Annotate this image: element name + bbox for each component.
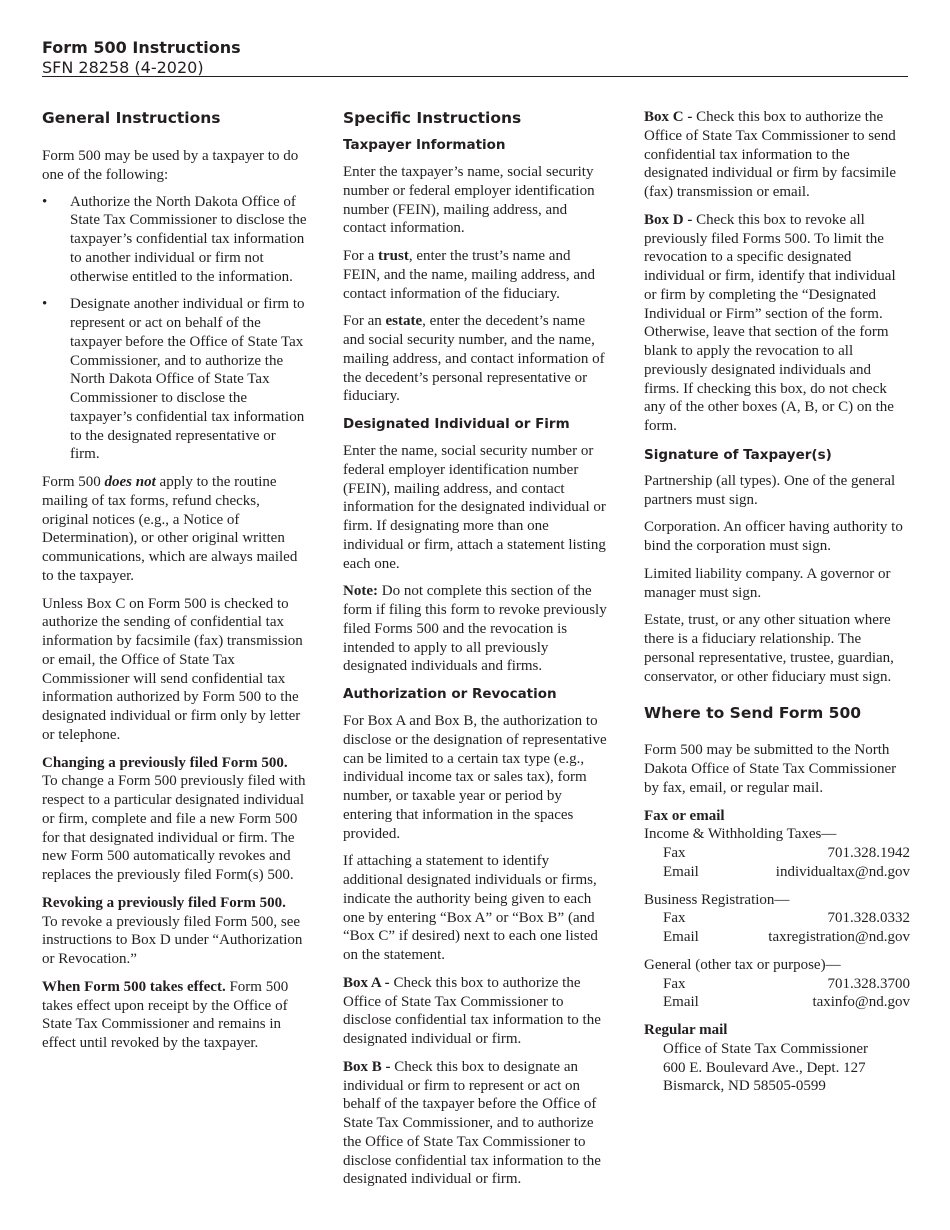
list-item: • Designate another individual or firm to represent or act on behalf of the taxpayer before the Office of State Tax Commissioner, and to authorize the North Dakota Office of State Tax Commissioner to disclose the taxpayer’s confidential tax information to the designated representative or firm.	[42, 295, 308, 464]
fax-number: 701.328.3700	[827, 975, 910, 992]
does-not-apply-paragraph: Form 500 does not apply to the routine mailing of tax forms, refund checks, original notices (e.g., a Notice of Determination), or other original written communications, which are always mailed to the taxpayer.	[42, 474, 298, 584]
column-signature-and-send	[644, 108, 910, 1096]
estate-paragraph: For an estate, enter the decedent’s name and social security number, and the name, mailing address, and contact information of the decedent’s personal representative or fiduciary.	[343, 313, 605, 405]
trust-paragraph: For a trust, enter the trust’s name and FEIN, and the name, mailing address, and contact information of the fiduciary.	[343, 248, 596, 302]
fax-number: 701.328.0332	[827, 910, 910, 927]
specific-instructions-heading: Specific Instructions	[343, 109, 522, 127]
contact-group-name: Income & Withholding Taxes—	[644, 826, 837, 843]
regular-mail-label: Regular mail	[644, 1022, 728, 1038]
designated-individual-heading: Designated Individual or Firm	[343, 416, 570, 432]
signature-item: Limited liability company. A governor or manager must sign.	[644, 565, 891, 601]
email-address: taxregistration@nd.gov	[768, 929, 910, 945]
document-title: Form 500 Instructions	[42, 38, 241, 57]
effect-paragraph: When Form 500 takes effect. Form 500 takes effect upon receipt by the Office of State Tax Commissioner and remains in effect until revoked by the taxpayer.	[42, 978, 289, 1051]
taxpayer-information-heading: Taxpayer Information	[343, 137, 506, 153]
contact-group-name: General (other tax or purpose)—	[644, 956, 841, 973]
signature-item: Estate, trust, or any other situation where there is a fiduciary relationship. The personal representative, trustee, guardian, conservator, or other fiduciary must sign.	[644, 612, 894, 685]
document-header	[42, 38, 908, 77]
column-specific-instructions	[343, 108, 609, 1189]
address-line: Bismarck, ND 58505-0599	[663, 1078, 826, 1095]
statement-paragraph: If attaching a statement to identify additional designated individuals or firms, indicate the authority being given to each one by entering “Box A” or “Box B” (and “Box C” if desired) next to each one listed on the statement.	[343, 853, 598, 963]
fax-row: Fax 701.328.3700	[663, 975, 910, 992]
email-row: Email individualtax@nd.gov	[663, 863, 910, 880]
signature-item: Partnership (all types). One of the general partners must sign.	[644, 472, 896, 508]
box-a-paragraph: Box A - Check this box to authorize the Office of State Tax Commissioner to disclose confidential tax information to the designated individual or firm.	[343, 974, 601, 1047]
revoking-paragraph: Revoking a previously filed Form 500. To revoke a previously filed Form 500, see instructions to Box D under “Authorization or Revocation.”	[42, 894, 303, 967]
email-address: individualtax@nd.gov	[775, 863, 910, 880]
fax-row: Fax 701.328.0332	[663, 910, 910, 927]
fax-number: 701.328.1942	[827, 845, 910, 861]
box-c-paragraph: Unless Box C on Form 500 is checked to authorize the sending of confidential tax information by facsimile (fax) transmission or email, the Office of State Tax Commissioner will send confidential tax information authorized by Form 500 to the designated individual or firm only by letter or telephone.	[42, 595, 303, 743]
box-d-paragraph: Box D - Check this box to revoke all previously filed Forms 500. To limit the revocation to a specific designated individual or firm, identify that individual or firm by completing the “Designated Individual or Firm” section of the form. Otherwise, leave that section of the form blank to apply the revocation to all previously designated individuals and firms. If checking this box, do not check any of the other boxes (A, B, or C) on the form.	[644, 211, 896, 434]
general-bullet-list	[42, 193, 308, 465]
fax-email-label: Fax or email	[644, 807, 725, 824]
address-line: 600 E. Boulevard Ave., Dept. 127	[663, 1059, 866, 1076]
signature-heading: Signature of Taxpayer(s)	[644, 446, 832, 463]
email-address: taxinfo@nd.gov	[812, 994, 910, 1011]
signature-item: Corporation. An officer having authority to bind the corporation must sign.	[644, 519, 903, 554]
form-number: SFN 28258 (4-2020)	[42, 58, 204, 77]
box-c-paragraph: Box C - Check this box to authorize the Office of State Tax Commissioner to send confidential tax information to the designated individual or firm by facsimile (fax) transmission or email.	[644, 109, 897, 200]
designated-paragraph: Enter the name, social security number or federal employer identification number (FEIN), mailing address, and contact information for the designated individual or firm. If designating more than one individual or firm, attach a statement listing each one.	[343, 443, 606, 572]
fax-row: Fax 701.328.1942	[663, 845, 910, 861]
box-b-paragraph: Box B - Check this box to designate an individual or firm to represent or act on behalf of the taxpayer before the Office of State Tax Commissioner, and to authorize the Office of State Tax Commissioner to disclose confidential tax information to the designated individual or firm.	[343, 1058, 601, 1188]
header-divider	[42, 76, 908, 77]
general-instructions-heading: General Instructions	[42, 109, 221, 127]
note-paragraph: Note: Do not complete this section of the form if filing this form to revoke previously filed Forms 500 and the revocation is intended to apply to all previously designated individuals and firms.	[343, 583, 607, 675]
column-general-instructions	[42, 108, 308, 1053]
contact-group	[644, 825, 910, 881]
taxpayer-paragraph: Enter the taxpayer’s name, social security number or federal employer identification number (FEIN), mailing address, and contact information.	[343, 164, 595, 237]
email-row: Email taxregistration@nd.gov	[663, 929, 910, 945]
changing-paragraph: Changing a previously filed Form 500. To change a Form 500 previously filed with respect to a particular designated individual or firm, complete and file a new Form 500 for that designated individual or firm. The new Form 500 automatically revokes and replaces the previously filed Form(s) 500.	[42, 754, 306, 883]
general-intro: Form 500 may be used by a taxpayer to do one of the following:	[42, 148, 299, 183]
where-to-send-heading: Where to Send Form 500	[644, 704, 862, 723]
list-item: • Authorize the North Dakota Office of State Tax Commissioner to disclose the taxpayer’s confidential tax information to another individual or firm not otherwise entitled to the information.	[42, 193, 308, 287]
contact-group-name: Business Registration—	[644, 891, 790, 908]
authorization-heading: Authorization or Revocation	[343, 686, 557, 702]
contact-group	[644, 956, 910, 1012]
address-line: Office of State Tax Commissioner	[663, 1040, 869, 1057]
contact-group	[644, 891, 910, 947]
mailing-address	[644, 1040, 910, 1096]
email-row: Email taxinfo@nd.gov	[663, 994, 910, 1011]
send-intro: Form 500 may be submitted to the North Dakota Office of State Tax Commissioner by fax, email, or regular mail.	[644, 742, 897, 796]
authorization-paragraph: For Box A and Box B, the authorization to disclose or the designation of representative can be limited to a certain tax type (e.g., individual income tax or sales tax), form number, or taxable year or period by entering that information in the spaces provided.	[343, 713, 607, 842]
